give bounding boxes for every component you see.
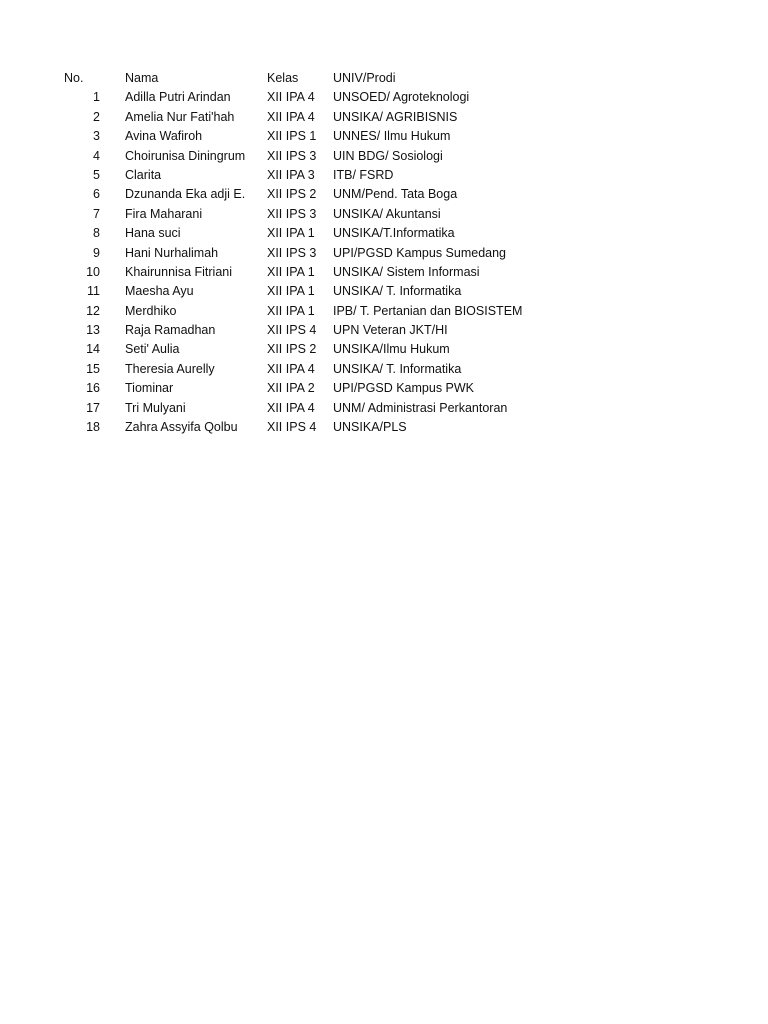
university-program: UNSIKA/ T. Informatika [333,284,462,299]
row-number: 16 [86,381,100,396]
university-program: UNNES/ Ilmu Hukum [333,129,451,144]
class-name: XII IPA 1 [267,264,315,279]
row-number: 12 [86,303,100,318]
table-row [0,88,768,107]
class-name: XII IPA 1 [267,284,315,299]
university-program: UNM/Pend. Tata Boga [333,187,458,202]
student-table [0,69,768,437]
table-row [0,418,768,437]
university-program: ITB/ FSRD [333,167,394,182]
student-name: Fira Maharani [125,206,203,221]
class-name: XII IPS 3 [267,206,317,221]
student-name: Hani Nurhalimah [125,245,219,260]
row-number: 15 [86,361,100,376]
university-program: UNSIKA/ Akuntansi [333,206,441,221]
header-nama: Nama [125,71,159,85]
university-program: UPI/PGSD Kampus PWK [333,381,475,396]
row-number: 13 [86,323,100,338]
student-name: Clarita [125,167,162,182]
class-name: XII IPS 2 [267,342,317,357]
table-row [0,244,768,263]
student-name: Raja Ramadhan [125,323,216,338]
table-row [0,147,768,166]
row-number: 7 [93,206,100,221]
table-row [0,360,768,379]
university-program: UNSIKA/T.Informatika [333,226,455,241]
table-row [0,224,768,243]
row-number: 11 [87,284,100,299]
class-name: XII IPS 3 [267,148,317,163]
student-name: Zahra Assyifa Qolbu [125,420,238,435]
class-name: XII IPA 3 [267,167,315,182]
university-program: UNSIKA/ AGRIBISNIS [333,109,458,124]
class-name: XII IPS 4 [267,420,317,435]
row-number: 6 [93,187,100,202]
table-header-row [0,69,768,88]
table-row [0,205,768,224]
student-name: Maesha Ayu [125,284,194,299]
row-number: 2 [93,109,100,124]
row-number: 4 [93,148,100,163]
university-program: UNSIKA/ Sistem Informasi [333,264,480,279]
student-name: Avina Wafiroh [125,129,203,144]
university-program: UNSIKA/Ilmu Hukum [333,342,450,357]
student-name: Theresia Aurelly [125,361,215,376]
university-program: UNSOED/ Agroteknologi [333,90,470,105]
table-row [0,127,768,146]
table-row [0,166,768,185]
table-row [0,399,768,418]
table-body [0,88,768,437]
student-name: Choirunisa Diningrum [125,148,246,163]
row-number: 10 [86,264,100,279]
table-row [0,321,768,340]
student-name: Tri Mulyani [125,400,186,415]
row-number: 1 [93,90,100,105]
university-program: UNSIKA/PLS [333,420,407,435]
row-number: 17 [86,400,100,415]
row-number: 8 [93,226,100,241]
header-kelas: Kelas [267,71,299,85]
class-name: XII IPS 4 [267,323,317,338]
class-name: XII IPS 3 [267,245,317,260]
table-row [0,340,768,359]
student-name: Dzunanda Eka adji E. [125,187,246,202]
row-number: 14 [86,342,100,357]
university-program: UNSIKA/ T. Informatika [333,361,462,376]
table-row [0,263,768,282]
student-name: Amelia Nur Fati'hah [125,109,235,124]
table-row [0,379,768,398]
header-univ-prodi: UNIV/Prodi [333,71,396,85]
class-name: XII IPS 2 [267,187,317,202]
row-number: 5 [93,167,100,182]
student-name: Adilla Putri Arindan [125,90,231,105]
header-no: No. [64,71,84,85]
university-program: IPB/ T. Pertanian dan BIOSISTEM [333,303,523,318]
student-name: Seti' Aulia [125,342,180,357]
university-program: UPN Veteran JKT/HI [333,323,448,338]
table-row [0,185,768,204]
class-name: XII IPA 4 [267,90,315,105]
class-name: XII IPS 1 [267,129,317,144]
university-program: UPI/PGSD Kampus Sumedang [333,245,506,260]
table-row [0,282,768,301]
university-program: UNM/ Administrasi Perkantoran [333,400,508,415]
student-name: Tiominar [125,381,174,396]
table-row [0,108,768,127]
student-name: Merdhiko [125,303,177,318]
class-name: XII IPA 4 [267,109,315,124]
class-name: XII IPA 1 [267,303,315,318]
row-number: 18 [86,420,100,435]
class-name: XII IPA 2 [267,381,315,396]
table-row [0,302,768,321]
student-name: Hana suci [125,226,181,241]
class-name: XII IPA 4 [267,361,315,376]
row-number: 9 [93,245,100,260]
university-program: UIN BDG/ Sosiologi [333,148,443,163]
class-name: XII IPA 1 [267,226,315,241]
student-name: Khairunnisa Fitriani [125,264,232,279]
class-name: XII IPA 4 [267,400,315,415]
row-number: 3 [93,129,100,144]
